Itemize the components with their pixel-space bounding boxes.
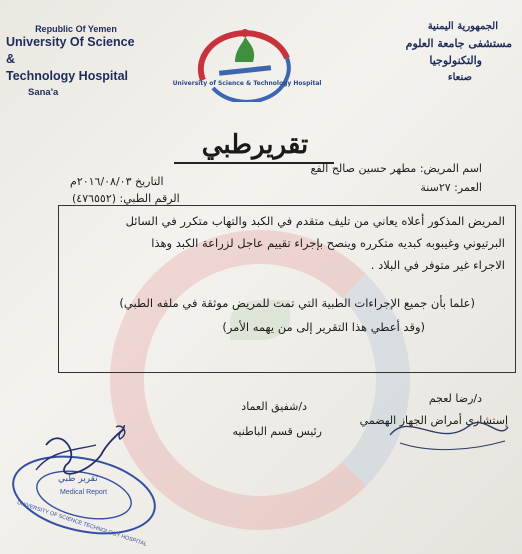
patient-name: اسم المريض: مطهر حسين صالح الفع: [310, 162, 482, 175]
header-arabic: [382, 18, 512, 86]
hospital-name-en-1: University Of Science &: [6, 35, 135, 66]
header-english: [6, 24, 146, 98]
report-note-1: (علما بأن جميع الإجراءات الطبية التي تمت للمريض موثقة في ملفه الطبي): [119, 296, 475, 310]
signature-1-scribble: [380, 405, 515, 455]
report-line-1: المريض المذكور أعلاه يعاني من تليف متقدم في الكبد والتهاب متكرر في السائل: [125, 214, 505, 228]
report-body-box: [58, 205, 516, 373]
hospital-name-en-2: Technology Hospital: [6, 69, 128, 83]
republic-en: Republic Of Yemen: [35, 24, 117, 34]
doctor-1-name: د/رضا لعجم: [428, 392, 482, 405]
doctor-1-title: إستشاري أمراض الجهاز الهضمي: [359, 414, 508, 427]
hospital-name-ar-1: مستشفى جامعة العلوم: [405, 37, 512, 50]
document-title: تقريرطبي: [201, 130, 309, 160]
doctor-2-title: رئيس قسم الباطنيه: [232, 425, 322, 438]
medical-record-number: الرقم الطبي: (٤٧٦٥٥٢): [72, 192, 180, 205]
city-en: Sana'a: [28, 87, 59, 98]
stamp-text-ar: تقرير طبي: [58, 474, 98, 484]
report-note-2: (وقد أعطي هذا التقرير إلى من يهمه الأمر): [222, 320, 425, 334]
republic-ar: الجمهورية اليمنية: [427, 21, 498, 32]
stamp-ring-text: UNIVERSITY OF SCIENCE TECHNOLOGY HOSPITAL: [16, 500, 148, 548]
report-line-3: الاجراء غير متوفر في البلاد .: [370, 258, 505, 272]
city-ar: صنعاء: [447, 72, 472, 83]
hospital-logo-icon: [183, 18, 307, 102]
doctor-2-name: د/شفيق العماد: [241, 400, 307, 413]
patient-age: العمر: ٢٧سنة: [420, 181, 482, 194]
report-line-2: البرتيوني وغيبوبه كبديه متكرره وينصح بإجراء تقييم عاجل لزراعة الكبد وهذا: [151, 236, 505, 250]
report-date: التاريخ ٢٠١٦/٠٨/٠٣م: [70, 175, 164, 188]
hospital-name-ar-2: والتكنولوجيا: [429, 54, 482, 67]
logo-caption: University of Science & Technology Hospital: [172, 80, 322, 87]
stamp-text-en: Medical Report: [60, 489, 108, 496]
